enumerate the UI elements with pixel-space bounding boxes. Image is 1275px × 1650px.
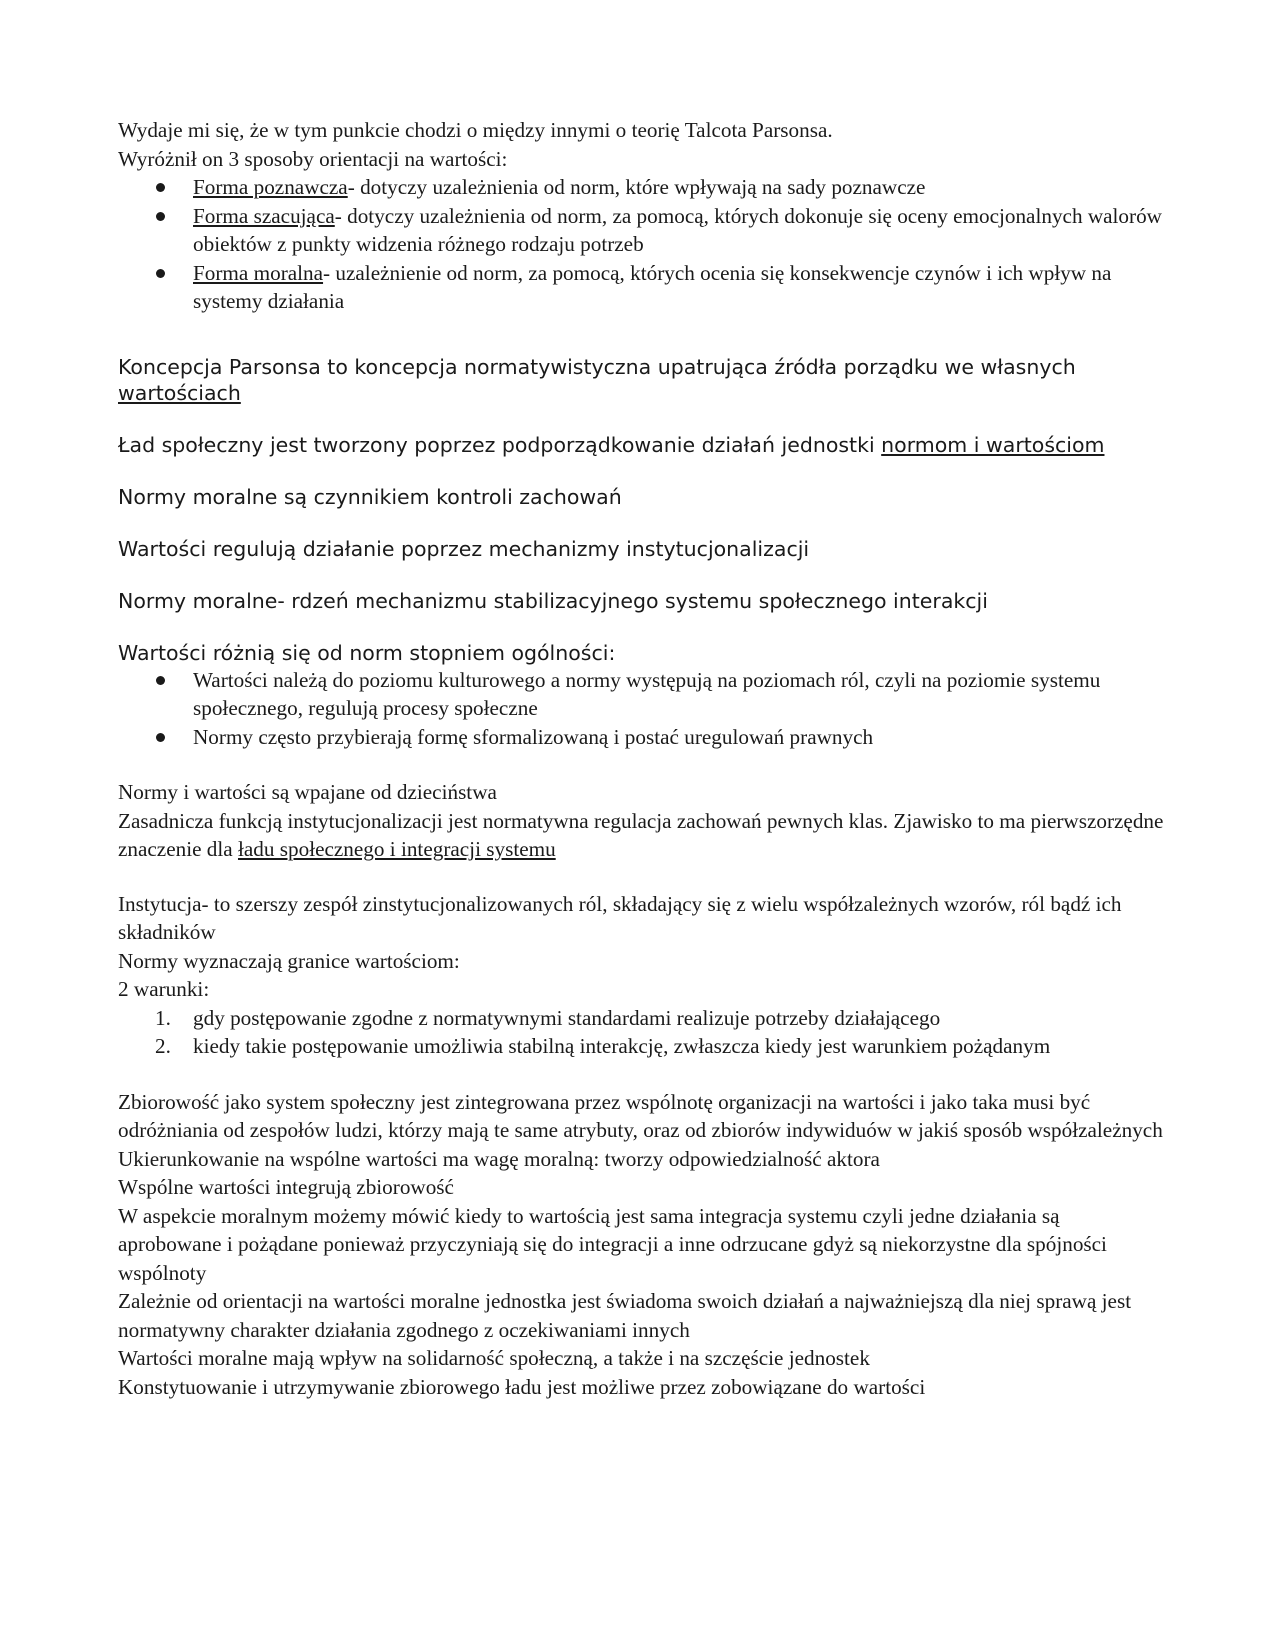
statement-text: Ład społeczny jest tworzony poprzez podporządkowanie działań jednostki: [118, 432, 882, 457]
statement-2: [118, 432, 1168, 458]
paragraph-text: Zasadnicza funkcją instytucjonalizacji jest normatywna regulacja zachowań pewnych klas. Zjawisko to ma pierwszorzędne znaczenie dla: [118, 808, 1164, 861]
paragraph: Normy i wartości są wpajane od dzieciństwa: [118, 780, 497, 804]
differences-list: [118, 666, 1168, 752]
body-block-1: [118, 778, 1168, 864]
statement-6: Wartości różnią się od norm stopniem ogólności:: [118, 640, 616, 665]
list-number: 1.: [155, 1005, 171, 1030]
statement-emphasis: wartościach: [118, 380, 241, 405]
list-item: [193, 259, 1168, 316]
form-term: Forma poznawcza: [193, 175, 348, 199]
paragraph: Zależnie od orientacji na wartości moralne jednostka jest świadoma swoich działań a najważniejszą dla niej sprawą jest normatywny charakter działania zgodnego z oczekiwaniami innych: [118, 1289, 1132, 1342]
form-description: - dotyczy uzależnienia od norm, które wpływają na sady poznawcze: [347, 175, 926, 199]
intro-block: [118, 116, 1168, 173]
paragraph: W aspekcie moralnym możemy mówić kiedy to wartością jest sama integracja systemu czyli jedne działania są aprobowane i pożądane ponieważ przyczyniają się do integracji a inne odrzucane gdyż są niekorzystne dla spójności wspólnoty: [118, 1203, 1107, 1285]
paragraph: Wartości moralne mają wpływ na solidarność społeczną, a także i na szczęście jednostek: [118, 1346, 870, 1370]
forms-list: [118, 173, 1168, 316]
list-item: Wartości należą do poziomu kulturowego a normy występują na poziomach ról, czyli na poziomie systemu społecznego, regulują procesy społeczne: [193, 666, 1168, 723]
intro-line-1: Wydaje mi się, że w tym punkcie chodzi o między innymi o teorię Talcota Parsonsa.: [118, 118, 833, 142]
intro-line-2: Wyróżnił on 3 sposoby orientacji na wartości:: [118, 146, 508, 171]
paragraph: Ukierunkowanie na wspólne wartości ma wagę moralną: tworzy odpowiedzialność aktora: [118, 1146, 880, 1171]
statement-text: Koncepcja Parsonsa to koncepcja normatywistyczna upatrująca źródła porządku we własnych: [118, 354, 1076, 379]
statements-block: [118, 354, 1168, 666]
form-term: Forma szacująca: [193, 203, 335, 228]
list-item: [155, 1032, 1168, 1061]
list-item: Normy często przybierają formę sformalizowaną i postać uregulowań prawnych: [193, 723, 1168, 752]
form-term: Forma moralna: [193, 260, 324, 285]
paragraph: Zbiorowość jako system społeczny jest zintegrowana przez wspólnotę organizacji na wartości i jako taka musi być odróżniania od zespołów ludzi, którzy mają te same atrybuty, oraz od zbiorów indywiduów w jakiś sposób współzależnych: [118, 1089, 1163, 1142]
statement-4: Wartości regulują działanie poprzez mechanizmy instytucjonalizacji: [118, 536, 810, 561]
paragraph: 2 warunki:: [118, 977, 210, 1001]
statement-emphasis: normom i wartościom: [881, 432, 1105, 457]
statement-1: [118, 354, 1168, 406]
list-item: [155, 1004, 1168, 1033]
conditions-list: [118, 1004, 1168, 1061]
paragraph: Normy wyznaczają granice wartościom:: [118, 948, 460, 973]
list-number: 2.: [155, 1034, 171, 1058]
body-block-2: [118, 890, 1168, 1004]
list-item: [193, 202, 1168, 259]
paragraph: Instytucja- to szerszy zespół zinstytucjonalizowanych ról, składający się z wielu współzależnych wzorów, ról bądź ich składników: [118, 891, 1122, 944]
form-description: - dotyczy uzależnienia od norm, za pomocą, których dokonuje się oceny emocjonalnych walorów obiektów z punkty widzenia różnego rodzaju potrzeb: [193, 203, 1162, 256]
form-description: - uzależnienie od norm, za pomocą, których ocenia się konsekwencje czynów i ich wpływ na systemy działania: [193, 260, 1112, 313]
document-page: [118, 116, 1168, 1401]
statement-3: Normy moralne są czynnikiem kontroli zachowań: [118, 484, 622, 509]
body-block-3: [118, 1088, 1168, 1402]
paragraph: Wspólne wartości integrują zbiorowość: [118, 1175, 454, 1199]
list-item-text: kiedy takie postępowanie umożliwia stabilną interakcję, zwłaszcza kiedy jest warunkiem pożądanym: [193, 1034, 1051, 1058]
list-item: [193, 173, 1168, 202]
statement-5: Normy moralne- rdzeń mechanizmu stabilizacyjnego systemu społecznego interakcji: [118, 588, 988, 613]
paragraph-emphasis: ładu społecznego i integracji systemu: [237, 837, 556, 861]
list-item-text: gdy postępowanie zgodne z normatywnymi standardami realizuje potrzeby działającego: [193, 1005, 941, 1030]
paragraph: [118, 807, 1168, 864]
paragraph: Konstytuowanie i utrzymywanie zbiorowego ładu jest możliwe przez zobowiązane do wartości: [118, 1374, 926, 1399]
